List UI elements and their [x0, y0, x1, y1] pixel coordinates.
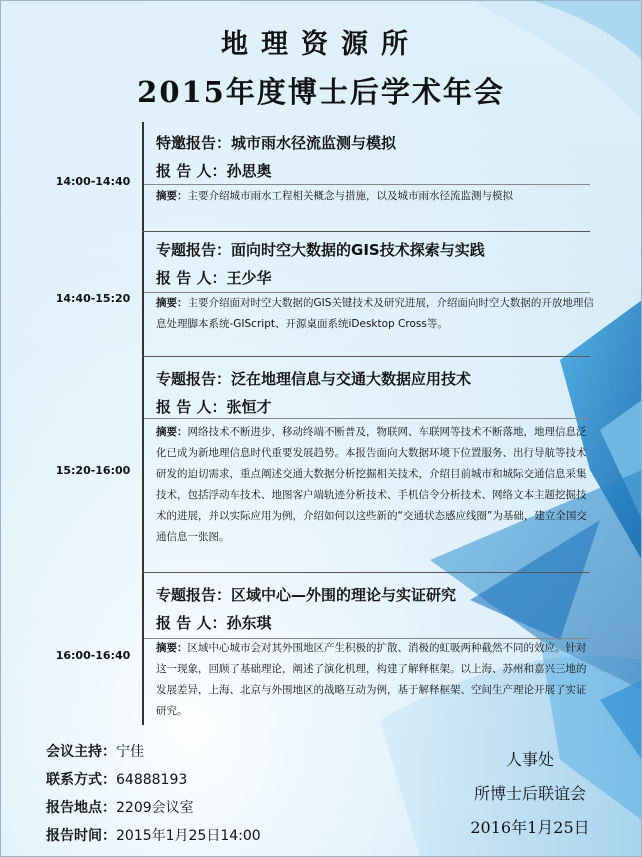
- session-speaker: 报 告 人：张恒才: [156, 398, 272, 416]
- contact-line: 联系方式：64888193: [46, 772, 188, 788]
- page-title-institute: 地理资源所: [221, 29, 421, 60]
- session-abstract: 摘要：主要介绍城市雨水工程相关概念与措施，以及城市雨水径流监测与模拟: [156, 190, 513, 202]
- session-divider: [142, 231, 590, 232]
- session-title: 专题报告：泛在地理信息与交通大数据应用技术: [156, 370, 472, 388]
- session-speaker: 报 告 人：王少华: [156, 269, 272, 287]
- organizer-association: 所博士后联谊会: [473, 784, 586, 803]
- session-speaker: 报 告 人：孙思奥: [156, 162, 272, 180]
- time-line: 报告时间：2015年1月25日14:00: [46, 828, 261, 844]
- timeline-axis: [142, 122, 144, 725]
- session-abstract: 摘要：网络技术不断进步，移动终端不断普及，物联网、车联网等技术不断落地，地理信息泛化已成为新地理信息时代重要发展趋势。本报告面向大数据环境下位置服务、出行导航等技术研发的迫切需求，重点阐述交通大数据分析挖掘相关技术，介绍目前城市和城际交通信息采集技术，包括浮动车技术、地图客户端轨迹分析技术、手机信令分析技术、网络文本主题挖掘技术的进展，并以实际应用为例，介绍如何以这些新的“交通状态感应线圈”为基础，建立全国交通信息一张图。: [156, 426, 587, 543]
- session-speaker: 报 告 人：孙东琪: [156, 614, 272, 632]
- session-time: 14:00-14:40: [55, 175, 131, 188]
- place-line: 报告地点：2209会议室: [46, 800, 194, 816]
- session-title: 专题报告：区域中心—外围的理论与实证研究: [156, 586, 457, 604]
- organizer-date: 2016年1月25日: [470, 818, 590, 837]
- session-3: [156, 368, 596, 548]
- host-line: 会议主持：宁佳: [46, 744, 144, 760]
- session-time: 16:00-16:40: [55, 649, 131, 662]
- session-time: 15:20-16:00: [55, 464, 131, 477]
- session-title: 特邀报告：城市雨水径流监测与模拟: [156, 134, 397, 152]
- session-1: [156, 132, 596, 207]
- session-abstract: 摘要：主要介绍面对时空大数据的GIS关键技术及研究进展，介绍面向时空大数据的开放地理信息处理脚本系统-GIScript、开源桌面系统iDesktop Cross等。: [156, 297, 594, 330]
- session-divider: [142, 356, 590, 357]
- page-title-event: 2015年度博士后学术年会: [137, 75, 505, 109]
- session-abstract: 摘要：区域中心城市会对其外围地区产生积极的扩散、消极的虹吸两种截然不同的效应。针对这一现象，回顾了基础理论，阐述了演化机理，构建了解释框架。以上海、苏州和嘉兴三地的发展差异，上海、北京与外围地区的战略互动为例，基于解释框架、空间生产理论开展了实证研究。: [156, 642, 587, 717]
- session-4: [156, 584, 596, 722]
- session-time: 14:40-15:20: [55, 292, 131, 305]
- session-title: 专题报告：面向时空大数据的GIS技术探索与实践: [156, 241, 485, 259]
- session-divider: [142, 572, 590, 573]
- session-2: [156, 239, 596, 335]
- organizer-dept: 人事处: [505, 750, 554, 769]
